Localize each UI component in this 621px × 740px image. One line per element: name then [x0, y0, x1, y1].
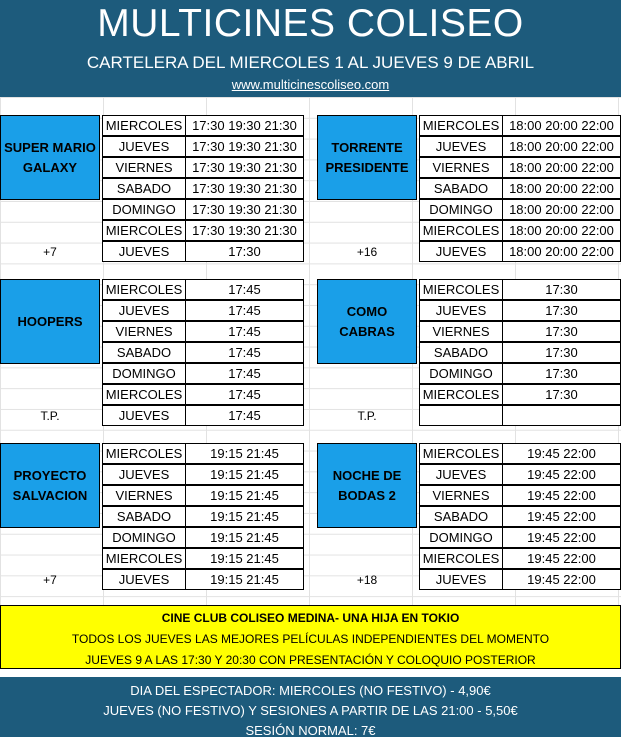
movie-rating: +7: [43, 245, 57, 259]
schedule-times: 17:45: [185, 405, 304, 426]
movie-title: PROYECTO SALVACION: [0, 443, 100, 528]
movie-rating: T.P.: [357, 409, 377, 423]
schedule-times: 17:30 19:30 21:30: [185, 157, 304, 178]
movie-rating: +18: [356, 573, 378, 587]
schedule-times: 19:15 21:45: [185, 464, 304, 485]
club-title: CINE CLUB COLISEO MEDINA- UNA HIJA EN TOKIO: [161, 611, 460, 625]
schedule-day: SABADO: [419, 178, 503, 199]
schedule-times: 17:30: [185, 241, 304, 262]
schedule-day: JUEVES: [419, 464, 503, 485]
schedule-day: MIERCOLES: [102, 220, 186, 241]
schedule-day: MIERCOLES: [102, 115, 186, 136]
schedule-times: 17:30: [502, 342, 621, 363]
schedule-day: MIERCOLES: [419, 220, 503, 241]
schedule-day: VIERNES: [102, 485, 186, 506]
schedule-day: MIERCOLES: [419, 384, 503, 405]
schedule-day: VIERNES: [102, 157, 186, 178]
price-line-1: DIA DEL ESPECTADOR: MIERCOLES (NO FESTIVO) - 4,90€: [130, 683, 491, 698]
movie-title: COMO CABRAS: [317, 279, 417, 364]
schedule-times: 19:15 21:45: [185, 548, 304, 569]
schedule-day: JUEVES: [102, 569, 186, 590]
schedule-times: [502, 405, 621, 426]
page-title: MULTICINES COLISEO: [97, 2, 524, 45]
schedule-times: 18:00 20:00 22:00: [502, 241, 621, 262]
schedule-day: JUEVES: [102, 300, 186, 321]
schedule-times: 19:45 22:00: [502, 443, 621, 464]
schedule-day: JUEVES: [419, 569, 503, 590]
movie-block: [0, 115, 305, 263]
schedule-day: MIERCOLES: [419, 548, 503, 569]
schedule-day: JUEVES: [419, 300, 503, 321]
schedule-times: 17:30: [502, 300, 621, 321]
schedule-day: SABADO: [102, 342, 186, 363]
schedule-times: 18:00 20:00 22:00: [502, 157, 621, 178]
movie-block: [317, 279, 621, 427]
header-banner: [0, 0, 621, 97]
schedule-times: 19:45 22:00: [502, 485, 621, 506]
movie-rating: +16: [356, 245, 378, 259]
movie-title: SUPER MARIO GALAXY: [0, 115, 100, 200]
schedule-day: JUEVES: [419, 241, 503, 262]
schedule-times: 17:30 19:30 21:30: [185, 220, 304, 241]
schedule-times: 17:30 19:30 21:30: [185, 136, 304, 157]
schedule-day: DOMINGO: [102, 527, 186, 548]
schedule-times: 17:45: [185, 363, 304, 384]
schedule-times: 17:45: [185, 342, 304, 363]
movie-block: [317, 443, 621, 591]
schedule-day: [419, 405, 503, 426]
schedule-day: MIERCOLES: [419, 279, 503, 300]
page-subtitle: CARTELERA DEL MIERCOLES 1 AL JUEVES 9 DE ABRIL: [86, 53, 535, 72]
cine-club-box: [0, 605, 621, 669]
club-line-1: TODOS LOS JUEVES LAS MEJORES PELÍCULAS INDEPENDIENTES DEL MOMENTO: [71, 632, 550, 646]
schedule-day: VIERNES: [419, 485, 503, 506]
schedule-day: JUEVES: [102, 241, 186, 262]
movie-title: NOCHE DE BODAS 2: [317, 443, 417, 528]
price-footer: [0, 677, 621, 737]
club-line-2: JUEVES 9 A LAS 17:30 Y 20:30 CON PRESENTACIÓN Y COLOQUIO POSTERIOR: [85, 653, 536, 667]
schedule-day: DOMINGO: [419, 199, 503, 220]
schedule-day: DOMINGO: [102, 363, 186, 384]
schedule-day: DOMINGO: [419, 363, 503, 384]
movie-title: TORRENTE PRESIDENTE: [317, 115, 417, 200]
schedule-day: SABADO: [419, 506, 503, 527]
schedule-day: DOMINGO: [102, 199, 186, 220]
schedule-day: VIERNES: [102, 321, 186, 342]
schedule-day: JUEVES: [102, 136, 186, 157]
schedule-day: MIERCOLES: [102, 384, 186, 405]
schedule-day: JUEVES: [102, 405, 186, 426]
movie-title: HOOPERS: [0, 279, 100, 364]
schedule-times: 17:45: [185, 384, 304, 405]
schedule-times: 19:15 21:45: [185, 485, 304, 506]
schedule-day: DOMINGO: [419, 527, 503, 548]
schedule-times: 17:30: [502, 363, 621, 384]
schedule-times: 18:00 20:00 22:00: [502, 220, 621, 241]
schedule-times: 18:00 20:00 22:00: [502, 178, 621, 199]
schedule-times: 19:45 22:00: [502, 548, 621, 569]
schedule-times: 19:15 21:45: [185, 443, 304, 464]
schedule-times: 17:45: [185, 300, 304, 321]
schedule-times: 17:30 19:30 21:30: [185, 199, 304, 220]
schedule-times: 19:45 22:00: [502, 527, 621, 548]
movie-block: [317, 115, 621, 263]
schedule-times: 18:00 20:00 22:00: [502, 199, 621, 220]
movie-block: [0, 443, 305, 591]
schedule-day: VIERNES: [419, 157, 503, 178]
schedule-day: MIERCOLES: [102, 279, 186, 300]
schedule-day: SABADO: [102, 506, 186, 527]
schedule-day: MIERCOLES: [419, 115, 503, 136]
schedule-day: JUEVES: [419, 136, 503, 157]
schedule-day: MIERCOLES: [419, 443, 503, 464]
movie-rating: T.P.: [40, 409, 60, 423]
schedule-times: 19:15 21:45: [185, 527, 304, 548]
schedule-day: MIERCOLES: [102, 443, 186, 464]
schedule-times: 19:45 22:00: [502, 506, 621, 527]
schedule-times: 17:30 19:30 21:30: [185, 178, 304, 199]
schedule-times: 17:30: [502, 321, 621, 342]
schedule-times: 18:00 20:00 22:00: [502, 115, 621, 136]
schedule-times: 17:45: [185, 279, 304, 300]
schedule-day: JUEVES: [102, 464, 186, 485]
movie-block: [0, 279, 305, 427]
price-line-2: JUEVES (NO FESTIVO) Y SESIONES A PARTIR DE LAS 21:00 - 5,50€: [103, 703, 518, 718]
schedule-times: 17:30 19:30 21:30: [185, 115, 304, 136]
schedule-times: 17:30: [502, 384, 621, 405]
schedule-day: VIERNES: [419, 321, 503, 342]
schedule-times: 19:45 22:00: [502, 569, 621, 590]
website-link[interactable]: www.multicinescoliseo.com: [231, 77, 390, 92]
schedule-day: MIERCOLES: [102, 548, 186, 569]
schedule-times: 17:30: [502, 279, 621, 300]
schedule-sheet: [0, 97, 621, 605]
schedule-times: 19:45 22:00: [502, 464, 621, 485]
schedule-day: SABADO: [419, 342, 503, 363]
schedule-times: 18:00 20:00 22:00: [502, 136, 621, 157]
schedule-day: SABADO: [102, 178, 186, 199]
price-line-3: SESIÓN NORMAL: 7€: [245, 723, 376, 738]
schedule-times: 19:15 21:45: [185, 569, 304, 590]
movie-rating: +7: [43, 573, 57, 587]
schedule-times: 19:15 21:45: [185, 506, 304, 527]
schedule-times: 17:45: [185, 321, 304, 342]
